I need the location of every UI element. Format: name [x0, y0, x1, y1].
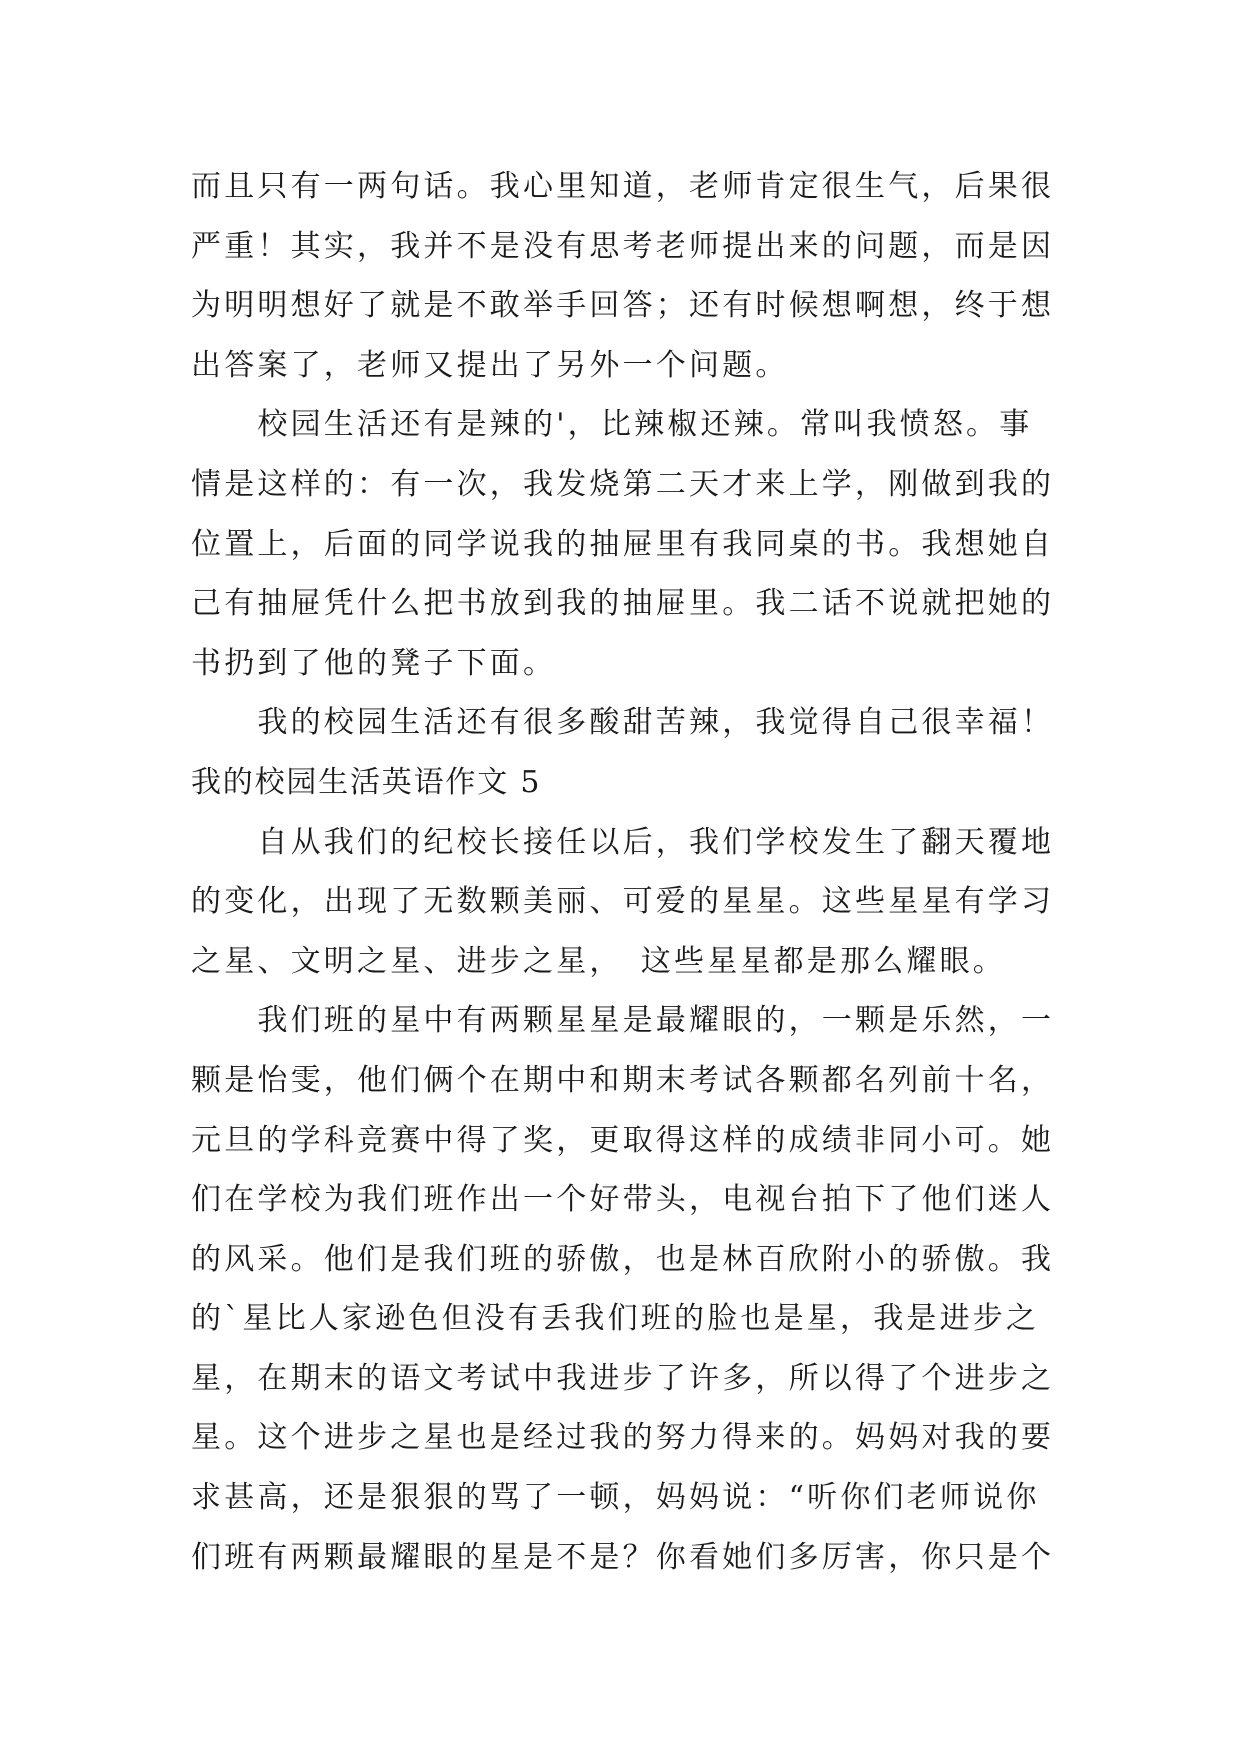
text-line: 求甚高，还是狠狠的骂了一顿，妈妈说：“听你们老师说你 — [191, 1480, 1040, 1516]
text-line: 的变化，出现了无数颗美丽、可爱的星星。这些星星有学习 — [191, 884, 1055, 920]
text-line: 校园生活还有是辣的'，比辣椒还辣。常叫我愤怒。事 — [191, 407, 1033, 443]
text-line: 星。这个进步之星也是经过我的努力得来的。妈妈对我的要 — [191, 1420, 1055, 1456]
text-line: 我的校园生活还有很多酸甜苦辣，我觉得自己很幸福！ — [191, 705, 1055, 741]
text-line: 严重！其实，我并不是没有思考老师提出来的问题，而是因 — [191, 228, 1055, 264]
text-line: 自从我们的纪校长接任以后，我们学校发生了翻天覆地 — [191, 824, 1055, 860]
essay-body — [191, 157, 1071, 1587]
text-line: 情是这样的：有一次，我发烧第二天才来上学，刚做到我的 — [191, 466, 1055, 502]
text-line: 的`星比人家逊色但没有丢我们班的脸也是星，我是进步之 — [191, 1301, 1040, 1337]
text-line: 们班有两颗最耀眼的星是不是？你看她们多厉害，你只是个 — [191, 1539, 1055, 1575]
text-line: 颗是怡雯，他们俩个在期中和期末考试各颗都名列前十名， — [191, 1062, 1055, 1098]
text-line: 出答案了，老师又提出了另外一个问题。 — [191, 347, 789, 383]
text-line: 的风采。他们是我们班的骄傲，也是林百欣附小的骄傲。我 — [191, 1241, 1055, 1277]
text-line: 为明明想好了就是不敢举手回答；还有时候想啊想，终于想 — [191, 288, 1055, 324]
text-line: 元旦的学科竞赛中得了奖，更取得这样的成绩非同小可。她 — [191, 1122, 1055, 1158]
text-line: 己有抽屉凭什么把书放到我的抽屉里。我二话不说就把她的 — [191, 586, 1055, 622]
text-line: 我们班的星中有两颗星星是最耀眼的，一颗是乐然，一 — [191, 1003, 1055, 1039]
text-line: 们在学校为我们班作出一个好带头，电视台拍下了他们迷人 — [191, 1182, 1055, 1218]
text-line: 星，在期末的语文考试中我进步了许多，所以得了个进步之 — [191, 1360, 1055, 1396]
text-line: 书扔到了他的凳子下面。 — [191, 645, 557, 681]
text-line: 而且只有一两句话。我心里知道，老师肯定很生气，后果很 — [191, 169, 1055, 204]
section-heading: 我的校园生活英语作文 5 — [191, 764, 542, 800]
text-line: 之星、文明之星、进步之星， 这些星星都是那么耀眼。 — [191, 943, 1006, 979]
text-line: 位置上，后面的同学说我的抽屉里有我同桌的书。我想她自 — [191, 526, 1055, 562]
